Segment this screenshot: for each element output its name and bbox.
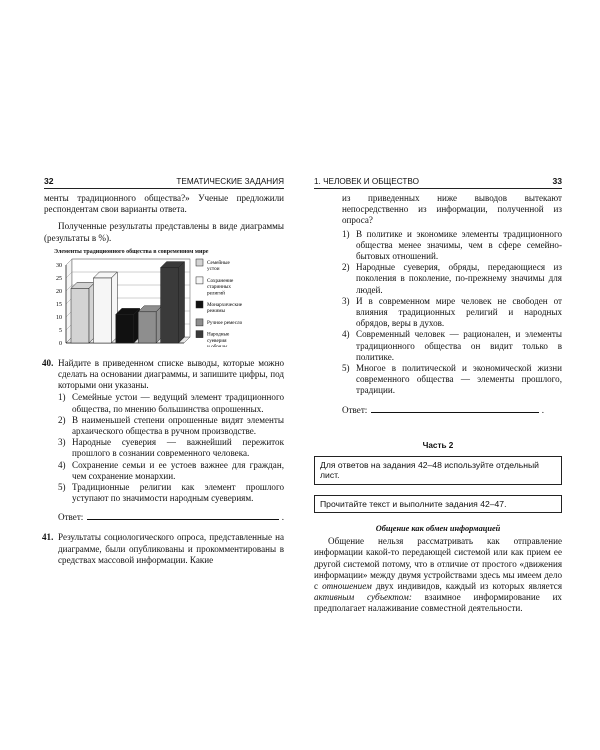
legend-swatch (196, 277, 203, 284)
option-text: В политике и экономике элементы традиционного общества менее значимы, чем в сфере семейно-бытовых отношений. (356, 228, 562, 262)
left-running-title: ТЕМАТИЧЕСКИЕ ЗАДАНИЯ (176, 176, 284, 186)
left-page-number: 32 (44, 176, 54, 186)
question-41-text: Результаты социологического опроса, представленные на диаграмме, были опубликованы и прокомментированы в средствах массовой информации. Какие (58, 532, 284, 565)
body-paragraph (314, 536, 562, 614)
y-tick-label: 5 (59, 327, 62, 334)
option-text: Семейные устои — ведущий элемент традиционного общества, по мнению большинства опрошенных. (72, 392, 284, 414)
answer-line[interactable] (371, 403, 538, 413)
option-number: 1) (342, 228, 350, 239)
question-41 (44, 532, 284, 566)
right-running-head (314, 176, 562, 189)
bar (116, 314, 134, 343)
right-running-title: 1. ЧЕЛОВЕК И ОБЩЕСТВО (314, 176, 419, 186)
bar-chart (44, 255, 284, 347)
question-40-options (58, 392, 284, 504)
intro-text: менты традиционного общества?» Ученые предложили респондентам свои варианты ответа. (44, 193, 284, 215)
bar-side (179, 261, 185, 342)
bar (93, 278, 111, 343)
body-emphasis-2: активным субъектом: (314, 592, 412, 603)
text-title: Общение как обмен информацией (375, 524, 501, 534)
option-item (342, 329, 562, 363)
option-number: 1) (58, 392, 66, 403)
left-page (44, 176, 284, 566)
option-text: Народные суеверия, обряды, передающиеся из поколения в поколение, по-прежнему значимы для людей. (356, 262, 562, 295)
legend-swatch (196, 330, 203, 337)
answer-row-41 (342, 403, 544, 415)
option-item (58, 415, 284, 437)
legend-label: Монархические режимы (207, 301, 243, 315)
question-41-number: 41. (42, 532, 54, 543)
answer-label: Ответ: (58, 512, 84, 523)
body-emphasis-1: отношением (322, 580, 372, 591)
option-number: 4) (58, 459, 66, 470)
option-text: Многое в политической и экономической жизни современного общества — элементы прошлого, традиции. (356, 363, 562, 396)
y-tick-label: 10 (56, 314, 62, 321)
question-41-options (342, 229, 562, 397)
answer-line[interactable] (87, 510, 278, 520)
legend-label: Народные суеверия и обряды (207, 331, 230, 347)
y-tick-label: 0 (59, 340, 62, 347)
right-page-number: 33 (552, 176, 562, 186)
bar (138, 312, 156, 343)
instruction-box-separate-sheet: Для ответов на задания 42–48 используйте отдельный лист. (314, 456, 562, 485)
option-number: 4) (342, 329, 350, 340)
y-tick-label: 15 (56, 301, 62, 308)
option-item (342, 296, 562, 330)
legend-label: Ручное ремесло (207, 319, 243, 326)
option-item (342, 229, 562, 263)
question-41-continuation (314, 193, 562, 415)
answer-end: . (281, 512, 284, 523)
option-text: Традиционные религии как элемент прошлого уступают по значимости народным суевериям. (72, 482, 284, 504)
body-part-1: Общение нельзя рассматривать как отправление информации какой-то передающей системой или как прием ее другой системой потому, что в отличие от простого «движения информации» между двумя устройствами здесь мы имеем дело с (314, 536, 562, 591)
legend-swatch (196, 319, 203, 326)
option-number: 3) (58, 437, 66, 448)
left-running-head (44, 176, 284, 189)
legend-swatch (196, 259, 203, 266)
option-item (58, 482, 284, 504)
option-number: 3) (342, 295, 350, 306)
body-part-2: двух индивидов, каждый из которых является (371, 580, 563, 591)
option-number: 5) (342, 363, 350, 374)
answer-label: Ответ: (342, 404, 368, 415)
option-text: И в современном мире человек не свободен от влияния традиционных религий и народных обрядов, веры в духов. (356, 295, 562, 329)
y-tick-label: 30 (56, 262, 62, 269)
question-40 (44, 358, 284, 523)
y-tick-label: 25 (56, 275, 62, 282)
option-number: 2) (342, 262, 350, 273)
option-item (58, 437, 284, 459)
continuation-text: из приведенных ниже выводов вытекают непосредственно из информации, полученной из опроса? (342, 193, 562, 226)
instruction-box-read-text: Прочитайте текст и выполните задания 42–47. (314, 495, 562, 514)
y-tick-label: 20 (56, 288, 62, 295)
question-40-text: Найдите в приведенном списке выводы, которые можно сделать на основании диаграммы, и запишите цифры, под которыми они указаны. (58, 357, 284, 391)
option-text: Современный человек — рационален, и элементы традиционного общества он видит только в политике. (356, 329, 562, 362)
option-item (58, 460, 284, 482)
results-text: Полученные результаты представлены в виде диаграммы (результаты в %). (44, 221, 284, 243)
legend-swatch (196, 301, 203, 308)
answer-row-40 (58, 510, 284, 522)
option-number: 2) (58, 414, 66, 425)
right-page (314, 176, 562, 615)
answer-end: . (541, 404, 544, 415)
part-2-title: Часть 2 (422, 440, 454, 450)
chart-container (44, 249, 284, 352)
option-item (58, 392, 284, 414)
option-item (342, 363, 562, 397)
bar (161, 267, 179, 342)
legend-label: Семейные устои (207, 259, 230, 273)
body-part-3: взаимное информирование их предполагает налаживание совместной деятельности. (314, 592, 562, 614)
option-text: В наименьшей степени опрошенные видят элементы архаического общества в ручном производстве. (72, 414, 284, 437)
option-number: 5) (58, 482, 66, 493)
option-text: Сохранение семьи и ее устоев важнее для граждан, чем сохранение монархии. (72, 459, 284, 481)
legend-label: Сохранение старинных религий (207, 277, 234, 297)
question-40-number: 40. (42, 357, 54, 368)
option-item (342, 262, 562, 296)
option-text: Народные суеверия — важнейший пережиток прошлого в сознании современного человека. (72, 437, 284, 459)
bar (71, 288, 89, 343)
chart-title: Элементы традиционного общества в современном мире (54, 248, 209, 255)
